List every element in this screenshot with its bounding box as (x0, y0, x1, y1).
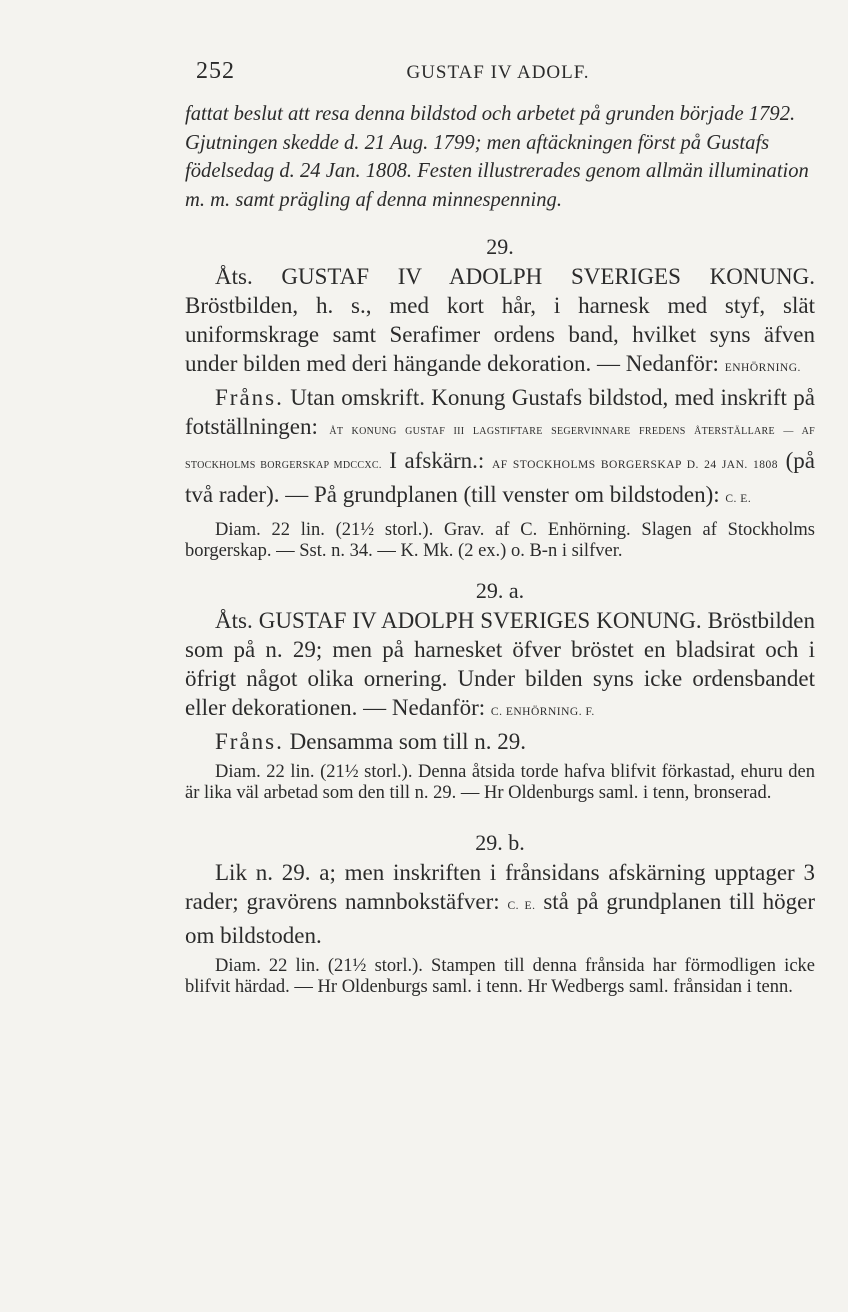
reverse-text-rest: (på två rader). — På grundplanen (till venster om bildstoden): (185, 448, 815, 507)
obverse-text: Bröstbilden som på n. 29; men på harnesket öfver bröstet en bladsirat och i öfrigt något olika ornering. Under bilden syns icke ordensbandet eller dekorationen. — Nedanför: (185, 608, 816, 720)
exergue-inscription: AF STOCKHOLMS BORGERSKAP D. 24 JAN. 1808 (491, 459, 779, 471)
entry-number: 29. (486, 234, 514, 259)
engraver-initials: C. E. (507, 900, 536, 912)
reverse-text: Utan omskrift. Konung Gustafs bildstod, med inskrift på fotställningen: (185, 385, 815, 439)
running-title: GUSTAF IV ADOLF. (406, 62, 590, 83)
obverse-legend: GUSTAF IV ADOLPH SVERIGES KONUNG. (258, 608, 702, 633)
description-text: Lik n. 29. a; men inskriften i frånsidans afskärning upptager 3 rader; gravörens namnbokstäfver: (185, 860, 815, 914)
reverse-text-exergue: I afskärn.: (389, 448, 485, 473)
obverse-label: Åts. (215, 608, 253, 633)
ground-signature: C. E. (725, 493, 752, 505)
entry-number: 29. b. (475, 830, 525, 855)
entry-notes: Diam. 22 lin. (21½ storl.). Grav. af C. Enhörning. Slagen af Stockholms borgerskap. — Sst. n. 34. — K. Mk. (2 ex.) o. B-n i silfver. (185, 520, 815, 561)
obverse-description (185, 606, 815, 727)
description-text-rest: stå på grundplanen till höger om bildstoden. (185, 889, 815, 948)
entry-description (185, 858, 815, 950)
entry-notes: Diam. 22 lin. (21½ storl.). Stampen till denna frånsida har förmodligen icke blifvit härdad. — Hr Oldenburgs saml. i tenn. Hr Wedbergs saml. frånsidan i tenn. (185, 956, 815, 997)
pedestal-inscription: ÅT KONUNG GUSTAF III LAGSTIFTARE SEGERVINNARE FREDENS ÅTERSTÄLLARE — AF STOCKHOLMS BORGERSKAP MDCCXC. (185, 426, 815, 471)
page-content (185, 100, 815, 998)
engraver-signature: ENHÖRNING. (724, 362, 801, 374)
reverse-label: Fråns. (215, 385, 284, 410)
obverse-legend: GUSTAF IV ADOLPH SVERIGES KONUNG. (281, 264, 816, 289)
reverse-label: Fråns. (215, 729, 284, 754)
reverse-description (185, 383, 815, 514)
obverse-text: Bröstbilden, h. s., med kort hår, i harnesk med styf, slät uniformskrage samt Serafimer ordens band, hvilket syns äfven under bilden med deri hängande dekoration. — Nedanför: (185, 293, 815, 376)
page-number: 252 (196, 58, 235, 84)
reverse-text: Densamma som till n. 29. (289, 729, 526, 754)
obverse-label: Åts. (215, 264, 253, 289)
intro-paragraph: fattat beslut att resa denna bildstod och arbetet på grunden började 1792. Gjutningen skedde d. 21 Aug. 1799; men aftäckningen först på Gustafs födelsedag d. 24 Jan. 1808. Festen illustrerades genom allmän illumination m. m. samt prägling af denna minnespenning. (185, 103, 809, 211)
running-header (196, 58, 800, 92)
reverse-description (185, 727, 815, 756)
engraver-signature: C. ENHÖRNING. F. (490, 706, 595, 718)
entry-notes: Diam. 22 lin. (21½ storl.). Denna åtsida torde hafva blifvit förkastad, ehuru den är lika väl arbetad som den till n. 29. — Hr Oldenburgs saml. i tenn, bronserad. (185, 762, 815, 803)
obverse-description (185, 262, 815, 383)
entry-number: 29. a. (475, 578, 525, 603)
